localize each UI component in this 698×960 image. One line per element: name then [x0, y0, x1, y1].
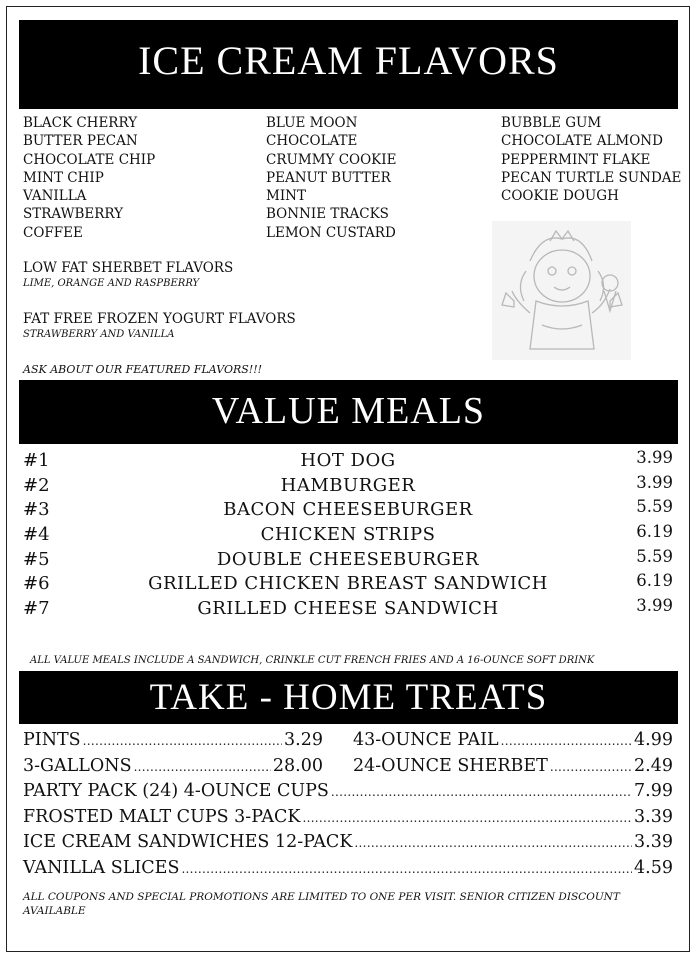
treat-row [23, 728, 679, 754]
dot-leader [181, 856, 632, 883]
treat-price: 28.00 [272, 755, 323, 776]
meal-price: 5.59 [636, 546, 673, 566]
flavor-item: STRAWBERRY [23, 206, 124, 223]
meal-row [23, 597, 673, 622]
treat-row [23, 805, 679, 831]
flavor-item: PECAN TURTLE SUNDAE [501, 169, 682, 186]
treat-name: VANILLA SLICES [23, 857, 180, 878]
treat-price: 3.29 [284, 730, 323, 750]
yogurt-detail: STRAWBERRY AND VANILLA [23, 329, 175, 340]
flavor-column-1 [23, 114, 155, 242]
treat-price: 7.99 [634, 781, 673, 801]
meals-list [23, 449, 673, 622]
meal-row [23, 572, 673, 597]
flavor-item: MINT CHIP [23, 169, 104, 186]
meal-name: DOUBLE CHEESEBURGER [216, 548, 480, 570]
dot-leader [134, 754, 271, 781]
treats-banner [19, 671, 678, 724]
flavor-item: LEMON CUSTARD [266, 224, 396, 241]
treat-name: 3-GALLONS [23, 755, 132, 776]
dot-leader [550, 754, 632, 781]
dot-leader [331, 779, 632, 806]
treat-price: 4.99 [634, 730, 673, 750]
treats-list [23, 728, 679, 881]
treat-row [23, 754, 679, 780]
flavor-item: CRUMMY COOKIE [266, 151, 397, 168]
meal-price: 3.99 [636, 596, 673, 616]
mascot-girl-icon [492, 221, 631, 360]
meal-row [23, 498, 673, 523]
meal-price: 5.59 [636, 497, 673, 517]
treat-name: 43-OUNCE PAIL [353, 730, 499, 750]
flavor-item: BONNIE TRACKS [266, 206, 389, 223]
flavor-item: BUTTER PECAN [23, 133, 138, 150]
flavor-item: BLACK CHERRY [23, 115, 138, 131]
meal-row [23, 474, 673, 499]
dot-leader [83, 728, 282, 755]
meals-title: VALUE MEALS [211, 390, 486, 432]
yogurt-section [23, 311, 296, 341]
flavor-item: BUBBLE GUM [501, 115, 602, 131]
meal-name: GRILLED CHEESE SANDWICH [197, 598, 499, 620]
treat-item [353, 754, 673, 781]
flavor-item: COOKIE DOUGH [501, 188, 619, 205]
meal-price: 3.99 [636, 472, 673, 492]
treat-price: 3.39 [634, 832, 673, 852]
meal-price: 6.19 [636, 522, 673, 542]
meal-row [23, 449, 673, 474]
meal-row [23, 548, 673, 573]
treat-row [23, 779, 679, 805]
flavor-column-3 [501, 114, 681, 205]
featured-note: ASK ABOUT OUR FEATURED FLAVORS!!! [23, 363, 263, 376]
treat-item [23, 830, 673, 857]
dot-leader [302, 805, 632, 832]
yogurt-heading: FAT FREE FROZEN YOGURT FLAVORS [23, 311, 296, 327]
meal-number: #3 [23, 499, 50, 521]
treats-title: TAKE - HOME TREATS [149, 677, 548, 718]
dot-leader [501, 728, 632, 755]
flavor-item: CHOCOLATE CHIP [23, 151, 156, 168]
meal-name: HOT DOG [300, 450, 396, 471]
treat-row [23, 830, 679, 856]
treat-item [23, 728, 323, 755]
treat-item [23, 754, 323, 781]
meal-name: CHICKEN STRIPS [260, 524, 436, 546]
meal-number: #4 [23, 524, 50, 546]
flavor-column-2 [266, 114, 396, 242]
meal-row [23, 523, 673, 548]
dot-leader [354, 830, 632, 857]
meal-number: #6 [23, 573, 50, 595]
mascot-illustration [492, 221, 631, 360]
treat-item [353, 728, 673, 755]
flavors-title: ICE CREAM FLAVORS [138, 38, 559, 83]
treat-price: 4.59 [634, 857, 673, 878]
sherbet-section [23, 260, 233, 290]
sherbet-detail: LIME, ORANGE AND RASPBERRY [23, 278, 200, 289]
meals-note: ALL VALUE MEALS INCLUDE A SANDWICH, CRINKLE CUT FRENCH FRIES AND A 16-OUNCE SOFT DRINK [30, 655, 595, 666]
treat-name: PARTY PACK (24) 4-OUNCE CUPS [23, 781, 329, 801]
flavor-item: CHOCOLATE ALMOND [501, 133, 663, 150]
treat-item [23, 779, 673, 806]
meals-banner [19, 380, 678, 444]
meal-price: 6.19 [636, 571, 673, 591]
treat-name: ICE CREAM SANDWICHES 12-PACK [23, 832, 353, 852]
meal-name: GRILLED CHICKEN BREAST SANDWICH [148, 573, 548, 595]
meal-number: #1 [23, 450, 50, 471]
flavor-item: COFFEE [23, 224, 83, 241]
treat-row [23, 856, 679, 882]
treat-name: FROSTED MALT CUPS 3-PACK [23, 806, 301, 827]
treat-item [23, 856, 673, 883]
flavors-banner [19, 20, 678, 109]
treat-name: PINTS [23, 730, 81, 750]
meal-name: HAMBURGER [280, 474, 416, 496]
meal-number: #5 [23, 548, 50, 570]
footer-note: ALL COUPONS AND SPECIAL PROMOTIONS ARE LIMITED TO ONE PER VISIT. SENIOR CITIZEN DISCOUNT AVAILABLE [23, 891, 620, 917]
meal-number: #7 [23, 598, 50, 620]
flavor-item: VANILLA [23, 188, 87, 205]
flavor-item: MINT [266, 188, 306, 205]
flavor-item: PEPPERMINT FLAKE [501, 151, 651, 168]
meal-name: BACON CHEESEBURGER [223, 499, 473, 521]
flavor-item: BLUE MOON [266, 115, 358, 131]
sherbet-heading: LOW FAT SHERBET FLAVORS [23, 260, 234, 276]
treat-name: 24-OUNCE SHERBET [353, 755, 548, 776]
treat-price: 3.39 [634, 806, 673, 827]
flavor-item: CHOCOLATE [266, 133, 358, 150]
meal-price: 3.99 [636, 448, 673, 467]
treat-item [23, 805, 673, 832]
meal-number: #2 [23, 474, 50, 496]
flavor-item: PEANUT BUTTER [266, 169, 391, 186]
treat-price: 2.49 [634, 755, 673, 776]
